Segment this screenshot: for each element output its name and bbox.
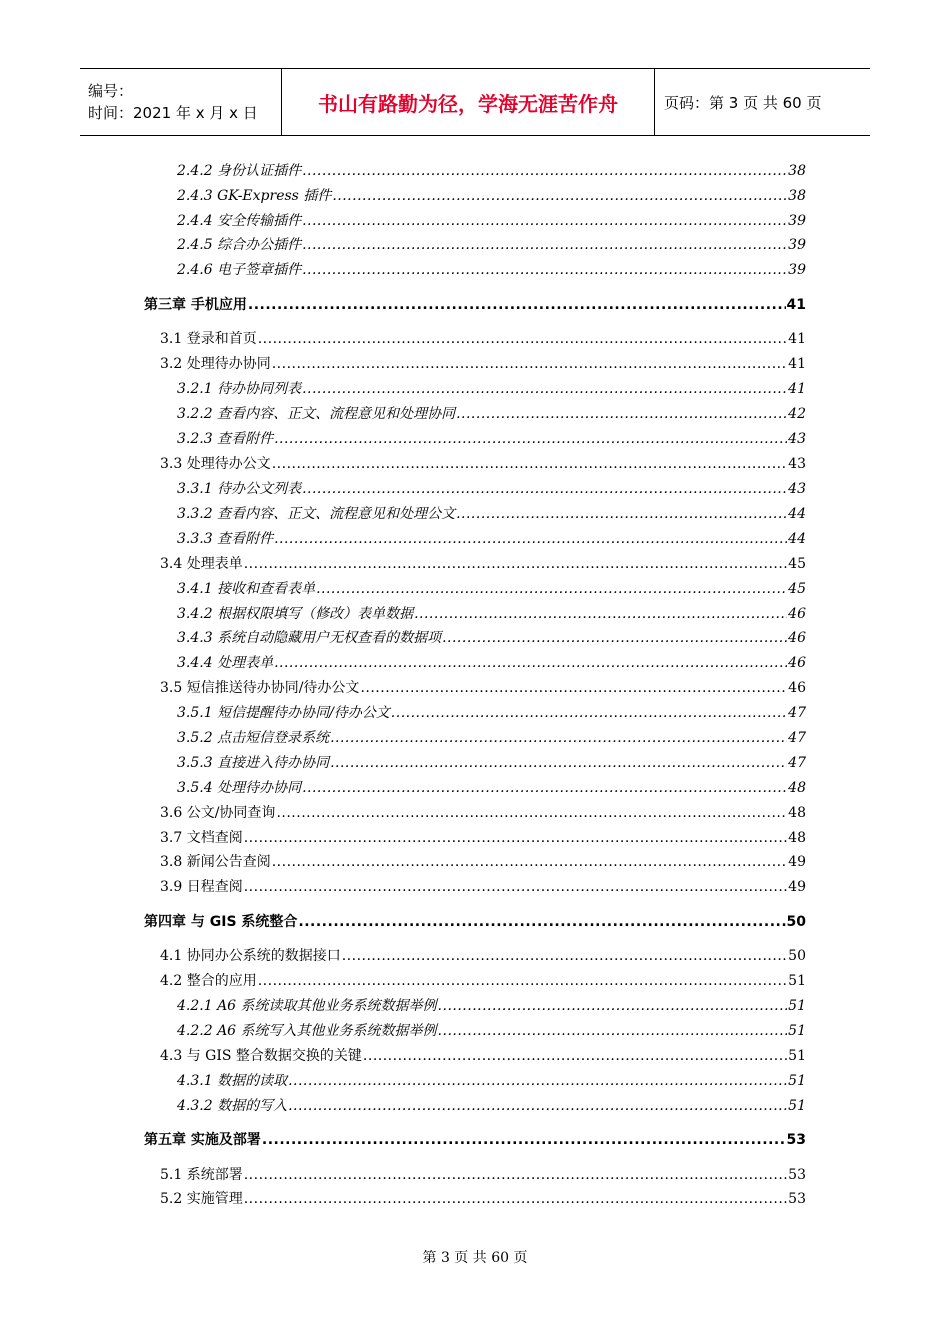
toc-entry-page: 46: [788, 655, 806, 671]
toc-entry-title: 4.3.2 数据的写入: [177, 1098, 288, 1114]
toc-entry-page: 43: [788, 481, 806, 497]
toc-entry[interactable]: [177, 777, 806, 799]
toc-entry-title: 3.3.2 查看内容、正文、流程意见和处理公文: [177, 506, 456, 522]
page-info-text: 页码：第 3 页 共 60 页: [664, 93, 822, 112]
toc-dot-leader: [330, 730, 787, 746]
toc-entry[interactable]: [160, 453, 806, 475]
toc-dot-leader: [330, 755, 787, 771]
toc-entry[interactable]: [177, 1095, 806, 1117]
toc-entry-title: 3.3 处理待办公文: [160, 456, 271, 472]
page-footer: [0, 1247, 950, 1267]
toc-entry-page: 51: [788, 973, 806, 989]
toc-dot-leader: [288, 1073, 787, 1089]
toc-entry[interactable]: [177, 428, 806, 450]
toc-entry-title: 2.4.2 身份认证插件: [177, 163, 302, 179]
motto-text: 书山有路勤为径，学海无涯苦作舟: [318, 91, 618, 116]
toc-entry-page: 49: [788, 854, 806, 870]
toc-dot-leader: [456, 506, 787, 522]
toc-entry-page: 47: [788, 755, 806, 771]
toc-entry-page: 51: [788, 1023, 806, 1039]
toc-entry-page: 41: [786, 297, 806, 313]
toc-entry-title: 2.4.4 安全传输插件: [177, 213, 302, 229]
toc-entry-title: 3.6 公文/协同查询: [160, 805, 276, 821]
toc-entry-page: 50: [786, 914, 806, 930]
toc-entry-page: 50: [788, 948, 806, 964]
toc-entry-title: 4.1 协同办公系统的数据接口: [160, 948, 341, 964]
toc-entry[interactable]: [177, 259, 806, 281]
toc-entry[interactable]: [177, 1020, 806, 1042]
toc-entry-title: 2.4.5 综合办公插件: [177, 237, 302, 253]
toc-entry[interactable]: [160, 1045, 806, 1067]
toc-entry-page: 43: [788, 431, 806, 447]
toc-dot-leader: [363, 1048, 787, 1064]
toc-entry[interactable]: [177, 160, 806, 182]
toc-dot-leader: [244, 879, 787, 895]
toc-entry-page: 46: [788, 606, 806, 622]
toc-dot-leader: [276, 805, 787, 821]
toc-entry-title: 4.3 与 GIS 整合数据交换的关键: [160, 1048, 362, 1064]
toc-entry-title: 5.2 实施管理: [160, 1191, 243, 1207]
header-page-info: [655, 69, 870, 135]
toc-entry-page: 42: [788, 406, 806, 422]
toc-entry[interactable]: [160, 876, 806, 898]
toc-entry[interactable]: [177, 478, 806, 500]
toc-entry-title: 3.9 日程查阅: [160, 879, 243, 895]
toc-entry-page: 46: [788, 630, 806, 646]
toc-dot-leader: [391, 705, 787, 721]
toc-entry[interactable]: [177, 528, 806, 550]
toc-entry-title: 3.4.2 根据权限填写（修改）表单数据: [177, 606, 414, 622]
toc-dot-leader: [258, 331, 787, 347]
toc-dot-leader: [342, 948, 787, 964]
toc-dot-leader: [244, 556, 787, 572]
toc-dot-leader: [244, 1167, 787, 1183]
toc-dot-leader: [302, 237, 787, 253]
toc-entry-page: 48: [788, 830, 806, 846]
toc-entry-page: 41: [788, 356, 806, 372]
toc-entry[interactable]: [160, 851, 806, 873]
toc-entry[interactable]: [160, 802, 806, 824]
toc-entry-page: 38: [788, 163, 806, 179]
toc-entry-title: 3.4.3 系统自动隐藏用户无权查看的数据项: [177, 630, 442, 646]
toc-entry-title: 3.5.2 点击短信登录系统: [177, 730, 330, 746]
toc-entry[interactable]: [144, 1129, 806, 1151]
toc-dot-leader: [244, 830, 787, 846]
toc-entry-title: 3.2.1 待办协同列表: [177, 381, 302, 397]
toc-entry-page: 53: [788, 1167, 806, 1183]
toc-dot-leader: [442, 630, 787, 646]
toc-entry-title: 3.2.2 查看内容、正文、流程意见和处理协同: [177, 406, 456, 422]
toc-dot-leader: [274, 531, 787, 547]
toc-entry-page: 47: [788, 730, 806, 746]
toc-entry[interactable]: [177, 752, 806, 774]
toc-entry-title: 3.2 处理待办协同: [160, 356, 271, 372]
toc-entry[interactable]: [177, 1070, 806, 1092]
toc-dot-leader: [302, 381, 787, 397]
toc-entry-page: 48: [788, 780, 806, 796]
toc-entry[interactable]: [177, 378, 806, 400]
toc-entry[interactable]: [160, 1164, 806, 1186]
toc-entry-page: 49: [788, 879, 806, 895]
toc-entry-title: 3.4.1 接收和查看表单: [177, 581, 316, 597]
toc-entry[interactable]: [177, 702, 806, 724]
toc-dot-leader: [414, 606, 787, 622]
toc-entry[interactable]: [177, 603, 806, 625]
toc-dot-leader: [288, 1098, 787, 1114]
toc-entry-title: 第四章 与 GIS 系统整合: [144, 914, 298, 930]
toc-dot-leader: [258, 973, 787, 989]
toc-entry-title: 2.4.3 GK-Express 插件: [177, 188, 332, 204]
toc-entry-title: 4.2.2 A6 系统写入其他业务系统数据举例: [177, 1023, 437, 1039]
toc-dot-leader: [274, 655, 787, 671]
toc-entry[interactable]: [160, 553, 806, 575]
toc-entry[interactable]: [160, 827, 806, 849]
toc-entry-title: 3.5.1 短信提醒待办协同/待办公文: [177, 705, 390, 721]
toc-dot-leader: [298, 914, 785, 930]
toc-entry-page: 38: [788, 188, 806, 204]
footer-page-number: 第 3 页 共 60 页: [422, 1250, 528, 1266]
toc-entry[interactable]: [160, 970, 806, 992]
toc-entry[interactable]: [160, 353, 806, 375]
toc-entry-page: 41: [788, 381, 806, 397]
toc-dot-leader: [316, 581, 787, 597]
toc-dot-leader: [272, 356, 787, 372]
toc-entry-page: 39: [788, 262, 806, 278]
toc-entry-page: 51: [788, 1098, 806, 1114]
toc-entry-title: 3.5.4 处理待办协同: [177, 780, 302, 796]
toc-entry[interactable]: [177, 652, 806, 674]
toc-entry[interactable]: [144, 911, 806, 933]
toc-dot-leader: [262, 1132, 786, 1148]
toc-entry-title: 5.1 系统部署: [160, 1167, 243, 1183]
toc-entry-page: 39: [788, 213, 806, 229]
toc-entry-page: 45: [788, 556, 806, 572]
toc-entry-title: 2.4.6 电子签章插件: [177, 262, 302, 278]
page-header: [80, 68, 870, 136]
toc-entry-page: 53: [788, 1191, 806, 1207]
toc-entry-page: 39: [788, 237, 806, 253]
toc-entry-page: 41: [788, 331, 806, 347]
toc-dot-leader: [302, 780, 787, 796]
toc-entry-title: 3.3.1 待办公文列表: [177, 481, 302, 497]
toc-entry[interactable]: [160, 328, 806, 350]
toc-dot-leader: [438, 1023, 788, 1039]
toc-entry-page: 47: [788, 705, 806, 721]
toc-entry[interactable]: [144, 294, 806, 316]
toc-entry-page: 53: [786, 1132, 806, 1148]
toc-entry-page: 43: [788, 456, 806, 472]
header-meta: [80, 69, 282, 135]
toc-entry-title: 3.7 文档查阅: [160, 830, 243, 846]
toc-entry[interactable]: [177, 503, 806, 525]
toc-entry-page: 51: [788, 998, 806, 1014]
toc-entry-page: 51: [788, 1048, 806, 1064]
toc-dot-leader: [332, 188, 787, 204]
toc-dot-leader: [302, 481, 787, 497]
toc-dot-leader: [438, 998, 788, 1014]
toc-entry-title: 3.4.4 处理表单: [177, 655, 274, 671]
toc-entry-title: 第三章 手机应用: [144, 297, 247, 313]
toc-entry[interactable]: [177, 627, 806, 649]
toc-entry[interactable]: [160, 1188, 806, 1210]
document-date: 时间：2021 年 x 月 x 日: [88, 104, 258, 122]
document-number-label: 编号：: [88, 82, 134, 100]
toc-entry-page: 48: [788, 805, 806, 821]
toc-dot-leader: [456, 406, 787, 422]
toc-entry-title: 3.2.3 查看附件: [177, 431, 274, 447]
toc-entry-title: 第五章 实施及部署: [144, 1132, 261, 1148]
toc-entry-title: 3.1 登录和首页: [160, 331, 257, 347]
toc-entry[interactable]: [160, 945, 806, 967]
toc-entry[interactable]: [177, 995, 806, 1017]
toc-dot-leader: [248, 297, 786, 313]
toc-entry-page: 44: [788, 506, 806, 522]
toc-entry-title: 4.3.1 数据的读取: [177, 1073, 288, 1089]
toc-entry-page: 44: [788, 531, 806, 547]
toc-entry[interactable]: [160, 677, 806, 699]
toc-entry-title: 3.8 新闻公告查阅: [160, 854, 271, 870]
toc-dot-leader: [302, 213, 787, 229]
toc-entry-title: 3.5.3 直接进入待办协同: [177, 755, 330, 771]
toc-entry-title: 4.2 整合的应用: [160, 973, 257, 989]
toc-dot-leader: [244, 1191, 787, 1207]
toc-entry[interactable]: [177, 210, 806, 232]
header-motto: [282, 69, 655, 135]
toc-dot-leader: [302, 262, 787, 278]
toc-entry-title: 3.5 短信推送待办协同/待办公文: [160, 680, 360, 696]
toc-entry-title: 3.3.3 查看附件: [177, 531, 274, 547]
toc-entry-page: 51: [788, 1073, 806, 1089]
toc-entry[interactable]: [177, 727, 806, 749]
toc-entry-title: 3.4 处理表单: [160, 556, 243, 572]
toc-dot-leader: [272, 456, 787, 472]
toc-entry[interactable]: [177, 403, 806, 425]
toc-dot-leader: [274, 431, 787, 447]
toc-entry-page: 45: [788, 581, 806, 597]
toc-entry-title: 4.2.1 A6 系统读取其他业务系统数据举例: [177, 998, 437, 1014]
toc-dot-leader: [360, 680, 787, 696]
toc-entry[interactable]: [177, 185, 806, 207]
toc-entry[interactable]: [177, 578, 806, 600]
toc-dot-leader: [272, 854, 787, 870]
toc-entry[interactable]: [177, 234, 806, 256]
toc-dot-leader: [302, 163, 787, 179]
toc-entry-page: 46: [788, 680, 806, 696]
